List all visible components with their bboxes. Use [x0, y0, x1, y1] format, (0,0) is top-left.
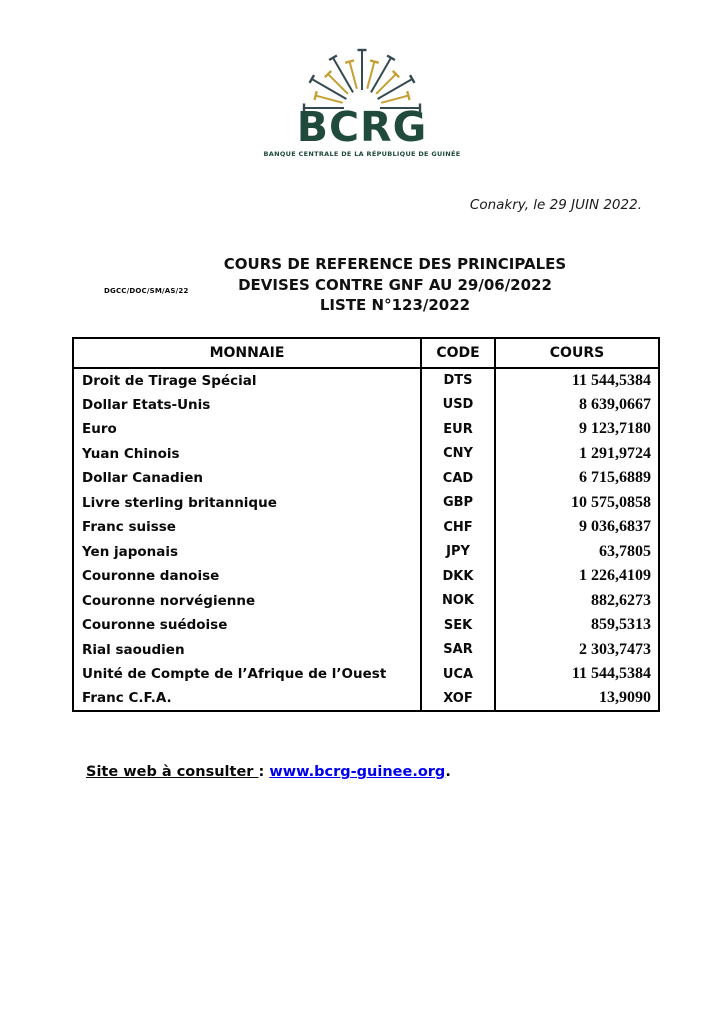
currency-rate: 8 639,0667 — [495, 393, 659, 418]
website-link[interactable]: www.bcrg-guinee.org — [269, 764, 446, 780]
currency-rate: 9 123,7180 — [495, 417, 659, 442]
reference-code: DGCC/DOC/SM/AS/22 — [104, 287, 189, 295]
website-separator: : — [258, 764, 270, 780]
currency-rate: 11 544,5384 — [495, 368, 659, 393]
currency-rate: 1 291,9724 — [495, 442, 659, 467]
title-line-2: DEVISES CONTRE GNF AU 29/06/2022 — [238, 275, 552, 294]
currency-name: Livre sterling britannique — [82, 494, 277, 511]
currency-name: Unité de Compte de l’Afrique de l’Ouest — [82, 666, 387, 683]
currency-name: Dollar Canadien — [82, 470, 203, 487]
currency-rate: 6 715,6889 — [495, 466, 659, 491]
currency-name: Yuan Chinois — [82, 445, 180, 462]
currency-name: Couronne norvégienne — [82, 592, 256, 609]
header-cours: COURS — [495, 338, 659, 368]
currency-code: XOF — [421, 687, 495, 712]
currency-name: Rial saoudien — [82, 641, 185, 658]
rates-table — [72, 337, 660, 712]
currency-rate: 10 575,0858 — [495, 491, 659, 516]
website-line — [86, 764, 451, 780]
title-line-1: COURS DE REFERENCE DES PRINCIPALES — [223, 255, 567, 273]
website-period: . — [445, 764, 451, 780]
title-line-3: LISTE N°123/2022 — [319, 296, 471, 314]
currency-rate: 13,9090 — [495, 687, 659, 712]
currency-code: SAR — [421, 638, 495, 663]
currency-name: Couronne suédoise — [82, 617, 228, 634]
currency-rate: 882,6273 — [495, 589, 659, 614]
website-label: Site web à consulter — [86, 764, 259, 780]
currency-code: NOK — [421, 589, 495, 614]
currency-name: Dollar Etats-Unis — [82, 396, 211, 413]
currency-name: Yen japonais — [82, 543, 179, 560]
bcrg-logo — [252, 46, 472, 158]
currency-code: GBP — [421, 491, 495, 516]
currency-code: CAD — [421, 466, 495, 491]
table-row — [73, 368, 659, 393]
table-row — [73, 589, 659, 614]
table-row — [73, 613, 659, 638]
table-row — [73, 442, 659, 467]
table-row — [73, 687, 659, 712]
table-row — [73, 564, 659, 589]
currency-name: Droit de Tirage Spécial — [82, 372, 257, 389]
table-row — [73, 638, 659, 663]
currency-rate: 859,5313 — [495, 613, 659, 638]
table-header-row — [73, 338, 659, 368]
header-code: CODE — [421, 338, 495, 368]
currency-rate: 63,7805 — [495, 540, 659, 565]
table-row — [73, 540, 659, 565]
currency-code: EUR — [421, 417, 495, 442]
currency-code: SEK — [421, 613, 495, 638]
currency-code: DTS — [421, 368, 495, 393]
currency-code: USD — [421, 393, 495, 418]
logo-subtitle: BANQUE CENTRALE DE LA RÉPUBLIQUE DE GUINÉE — [263, 149, 461, 158]
currency-name: Franc C.F.A. — [82, 690, 172, 707]
currency-code: DKK — [421, 564, 495, 589]
document-title — [135, 254, 655, 316]
currency-rate: 11 544,5384 — [495, 662, 659, 687]
date-line: Conakry, le 29 JUIN 2022. — [469, 197, 642, 213]
currency-rate: 1 226,4109 — [495, 564, 659, 589]
table-row — [73, 491, 659, 516]
currency-name: Euro — [82, 421, 117, 438]
table-row — [73, 417, 659, 442]
rates-table-container — [72, 337, 660, 712]
currency-code: UCA — [421, 662, 495, 687]
currency-code: CHF — [421, 515, 495, 540]
currency-name: Couronne danoise — [82, 568, 220, 585]
header-monnaie: MONNAIE — [73, 338, 421, 368]
table-row — [73, 466, 659, 491]
table-row — [73, 662, 659, 687]
table-row — [73, 393, 659, 418]
currency-name: Franc suisse — [82, 519, 176, 536]
currency-code: CNY — [421, 442, 495, 467]
currency-code: JPY — [421, 540, 495, 565]
currency-rate: 9 036,6837 — [495, 515, 659, 540]
logo-acronym: BCRG — [296, 103, 428, 151]
currency-rate: 2 303,7473 — [495, 638, 659, 663]
table-row — [73, 515, 659, 540]
